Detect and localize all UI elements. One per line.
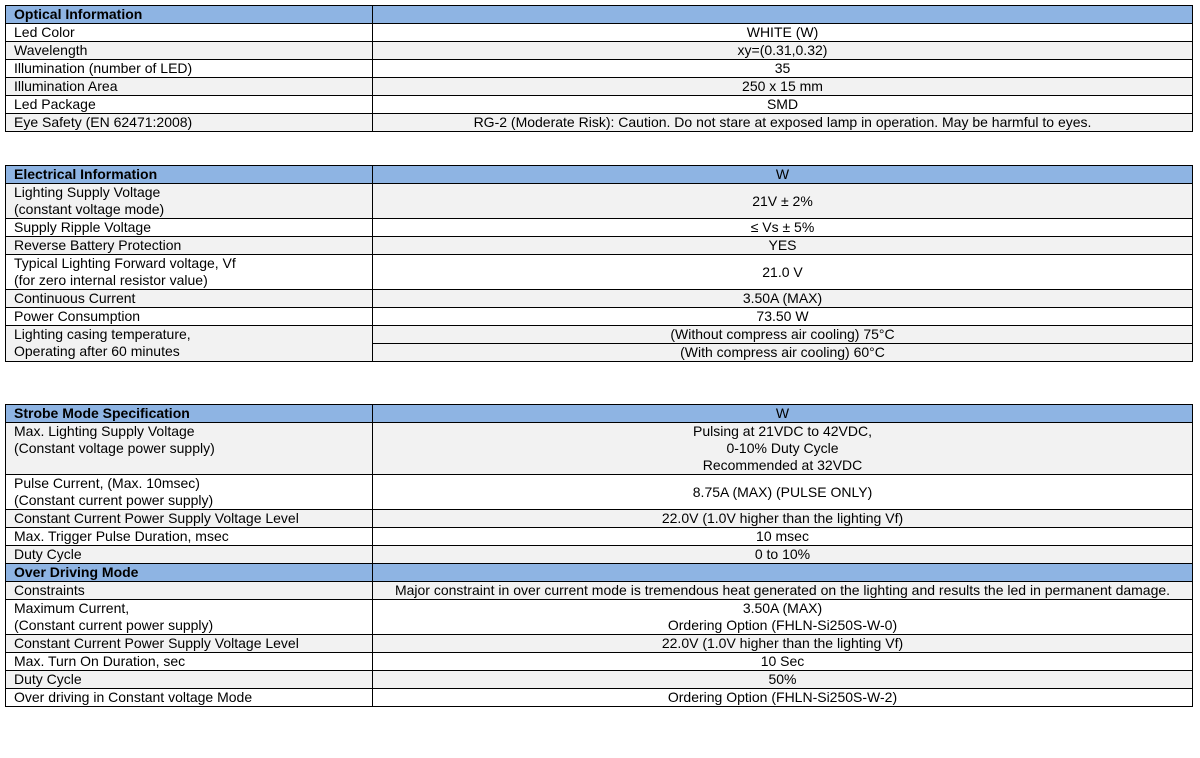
- spec-label-line: Operating after 60 minutes: [14, 343, 180, 359]
- spec-label: Power Consumption: [6, 308, 373, 326]
- spec-value: 22.0V (1.0V higher than the lighting Vf): [373, 635, 1193, 653]
- spec-value: [373, 423, 1193, 475]
- table-header-row: [6, 405, 1193, 423]
- table-row: [6, 24, 1193, 42]
- spec-label: [6, 326, 373, 362]
- spec-label: Constant Current Power Supply Voltage Level: [6, 635, 373, 653]
- section-header-value: W: [373, 405, 1193, 423]
- table-row: [6, 255, 1193, 290]
- spec-value: ≤ Vs ± 5%: [373, 219, 1193, 237]
- spec-value: 50%: [373, 671, 1193, 689]
- spec-label: Over driving in Constant voltage Mode: [6, 689, 373, 707]
- spec-label: Wavelength: [6, 42, 373, 60]
- spec-value: 10 Sec: [373, 653, 1193, 671]
- section-header-value: [373, 6, 1193, 24]
- spec-value-line: 3.50A (MAX): [742, 600, 823, 616]
- table-row: [6, 671, 1193, 689]
- spec-value: 35: [373, 60, 1193, 78]
- spec-label-line: (for zero internal resistor value): [14, 272, 208, 288]
- spec-value: Major constraint in over current mode is tremendous heat generated on the lighting and results the led in permanent damage.: [373, 582, 1193, 600]
- spec-label: Duty Cycle: [6, 671, 373, 689]
- section-header-value: [373, 564, 1193, 582]
- table-row: [6, 600, 1193, 635]
- table-row: [6, 290, 1193, 308]
- table-row: [6, 326, 1193, 344]
- spec-label-line: [14, 457, 364, 474]
- spec-value: 21.0 V: [373, 255, 1193, 290]
- spec-label: [6, 184, 373, 219]
- section-header-value: W: [373, 166, 1193, 184]
- spec-label: Led Package: [6, 96, 373, 114]
- table-row: [6, 475, 1193, 510]
- table-header-row: [6, 6, 1193, 24]
- spec-label: Led Color: [6, 24, 373, 42]
- section-title: Electrical Information: [6, 166, 373, 184]
- table-row: [6, 308, 1193, 326]
- spec-label: Supply Ripple Voltage: [6, 219, 373, 237]
- spec-label: Illumination (number of LED): [6, 60, 373, 78]
- overdrive-header-row: [6, 564, 1193, 582]
- spec-value: SMD: [373, 96, 1193, 114]
- table-row: [6, 423, 1193, 475]
- spec-value-line: Ordering Option (FHLN-Si250S-W-0): [667, 617, 898, 633]
- spec-label: Eye Safety (EN 62471:2008): [6, 114, 373, 132]
- spec-value-line: 0-10% Duty Cycle: [726, 440, 839, 456]
- spec-label-line: (constant voltage mode): [14, 201, 165, 217]
- spec-value: (Without compress air cooling) 75°C: [373, 326, 1193, 344]
- table-row: [6, 546, 1193, 564]
- table-row: [6, 96, 1193, 114]
- spec-label: Continuous Current: [6, 290, 373, 308]
- table-row: [6, 510, 1193, 528]
- spec-value: xy=(0.31,0.32): [373, 42, 1193, 60]
- spec-value: [373, 600, 1193, 635]
- spec-value: Ordering Option (FHLN-Si250S-W-2): [373, 689, 1193, 707]
- spec-value: WHITE (W): [373, 24, 1193, 42]
- section-title: Optical Information: [6, 6, 373, 24]
- table-row: [6, 219, 1193, 237]
- spec-label-line: Max. Lighting Supply Voltage: [14, 423, 195, 439]
- strobe-mode-table: [5, 404, 1193, 707]
- spec-label-line: Lighting casing temperature,: [14, 326, 191, 342]
- table-row: [6, 184, 1193, 219]
- spec-value: RG-2 (Moderate Risk): Caution. Do not stare at exposed lamp in operation. May be harmful to eyes.: [373, 114, 1193, 132]
- spec-label-line: (Constant voltage power supply): [14, 440, 215, 456]
- section-title: Strobe Mode Specification: [6, 405, 373, 423]
- spec-label-line: Typical Lighting Forward voltage, Vf: [14, 255, 236, 271]
- table-row: [6, 114, 1193, 132]
- table-row: [6, 42, 1193, 60]
- spec-label: Constraints: [6, 582, 373, 600]
- table-row: [6, 528, 1193, 546]
- optical-information-table: [5, 5, 1193, 132]
- spec-label: Reverse Battery Protection: [6, 237, 373, 255]
- table-row: [6, 635, 1193, 653]
- spec-value: 8.75A (MAX) (PULSE ONLY): [373, 475, 1193, 510]
- spec-label: Constant Current Power Supply Voltage Level: [6, 510, 373, 528]
- section-title: Over Driving Mode: [6, 564, 373, 582]
- spec-label: [6, 600, 373, 635]
- spec-value: 3.50A (MAX): [373, 290, 1193, 308]
- spec-label-line: (Constant current power supply): [14, 617, 214, 633]
- spec-label: [6, 423, 373, 475]
- spec-value-line: Recommended at 32VDC: [702, 457, 863, 473]
- spec-label-line: (Constant current power supply): [14, 492, 214, 508]
- spec-label: Max. Turn On Duration, sec: [6, 653, 373, 671]
- spec-label-line: Lighting Supply Voltage: [14, 184, 161, 200]
- table-row: [6, 689, 1193, 707]
- table-header-row: [6, 166, 1193, 184]
- spec-label: [6, 475, 373, 510]
- spec-label: Illumination Area: [6, 78, 373, 96]
- spec-label: [6, 255, 373, 290]
- spec-label-line: Maximum Current,: [14, 600, 130, 616]
- spec-value: 22.0V (1.0V higher than the lighting Vf): [373, 510, 1193, 528]
- spec-value: 250 x 15 mm: [373, 78, 1193, 96]
- spec-value: 10 msec: [373, 528, 1193, 546]
- spec-value: 0 to 10%: [373, 546, 1193, 564]
- spec-label: Duty Cycle: [6, 546, 373, 564]
- spec-value: (With compress air cooling) 60°C: [373, 344, 1193, 362]
- table-row: [6, 60, 1193, 78]
- spec-value: YES: [373, 237, 1193, 255]
- spec-value: 73.50 W: [373, 308, 1193, 326]
- table-row: [6, 582, 1193, 600]
- table-row: [6, 653, 1193, 671]
- spec-label: Max. Trigger Pulse Duration, msec: [6, 528, 373, 546]
- spec-value-line: Pulsing at 21VDC to 42VDC,: [693, 423, 872, 439]
- table-row: [6, 78, 1193, 96]
- table-row: [6, 237, 1193, 255]
- electrical-information-table: [5, 165, 1193, 362]
- spec-value: 21V ± 2%: [373, 184, 1193, 219]
- spec-label-line: Pulse Current, (Max. 10msec): [14, 475, 200, 491]
